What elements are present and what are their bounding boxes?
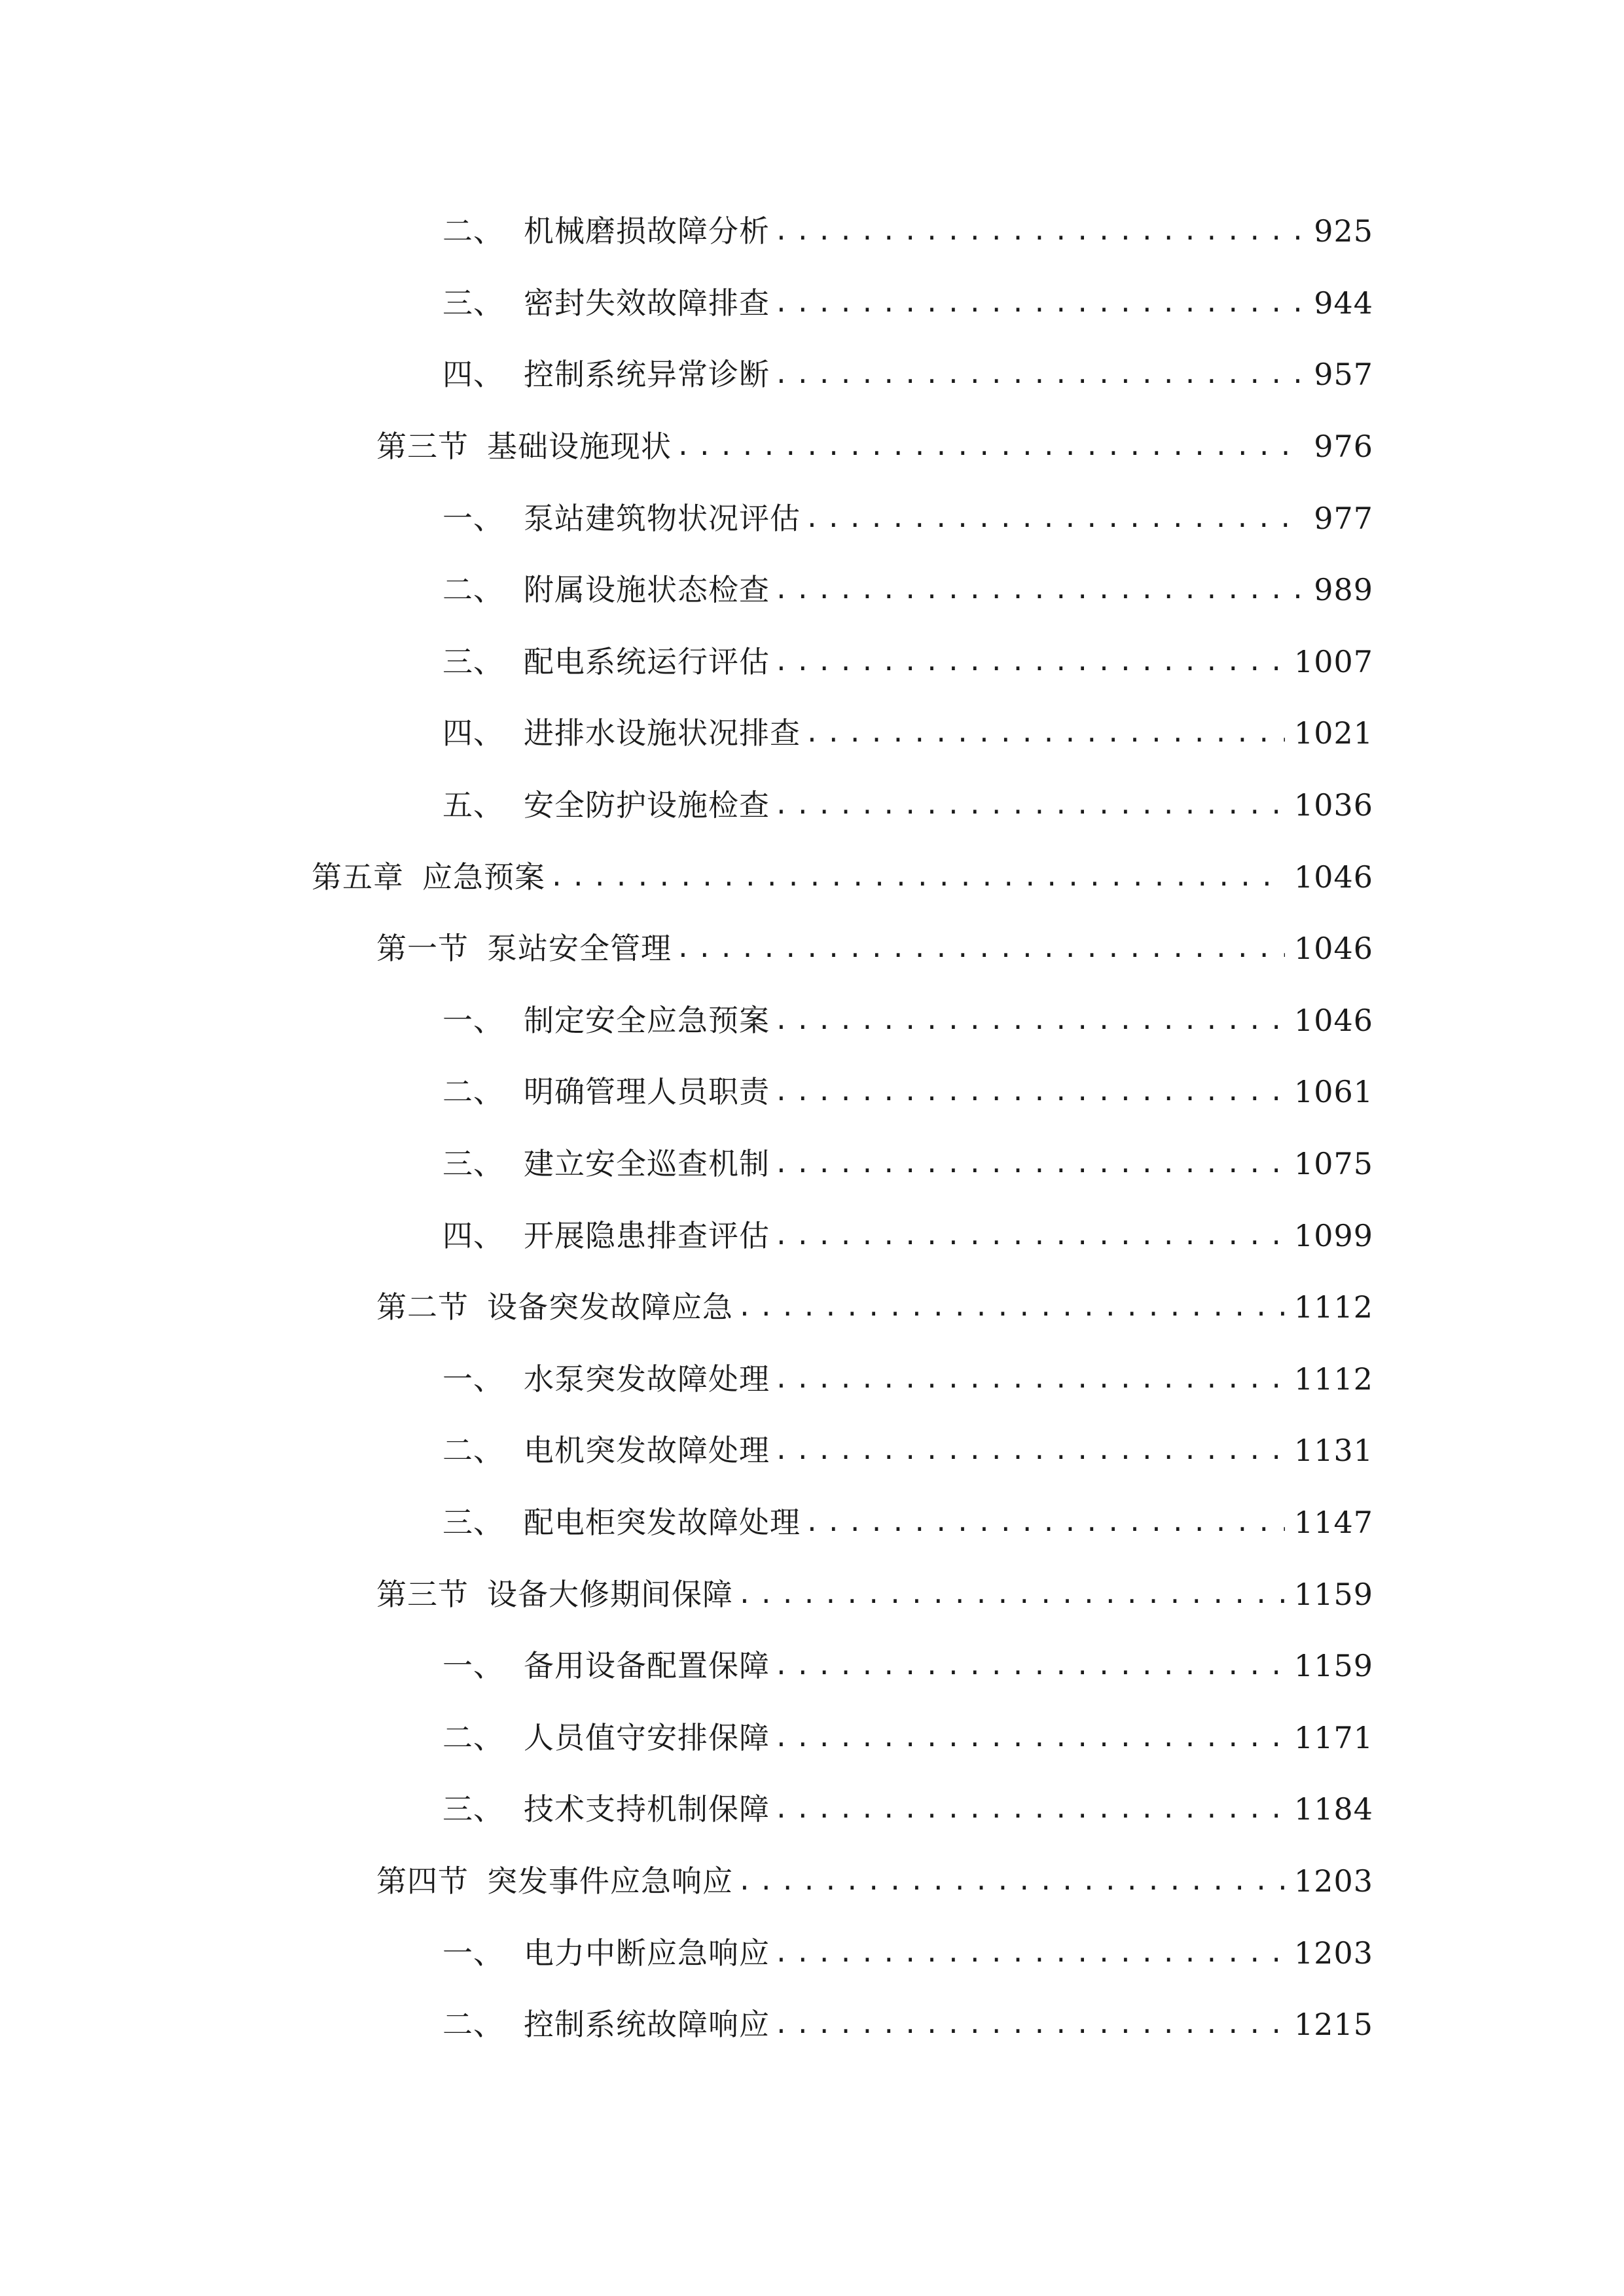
toc-entry-page: 1171 xyxy=(1293,1720,1373,1755)
toc-entry-number: 三、 xyxy=(442,1505,504,1540)
toc-entry-page: 1203 xyxy=(1293,1935,1373,1971)
toc-entry-number: 一、 xyxy=(442,501,504,536)
toc-leader-dots xyxy=(774,277,1305,329)
toc-entry-title: 基础设施现状 xyxy=(487,429,672,464)
toc-leader-dots xyxy=(549,851,1285,903)
toc-entry-title: 电机突发故障处理 xyxy=(524,1433,770,1468)
toc-leader-dots xyxy=(737,1281,1285,1333)
toc-leader-dots xyxy=(676,420,1305,473)
toc-entry-page: 1159 xyxy=(1293,1648,1373,1683)
toc-leader-dots xyxy=(774,1998,1285,2051)
toc-entry-number: 第二节 xyxy=(376,1289,469,1325)
toc-entry-number: 二、 xyxy=(442,572,504,607)
toc-entry[interactable] xyxy=(376,922,1373,975)
toc-leader-dots xyxy=(774,1712,1285,1764)
toc-entry-page: 1021 xyxy=(1293,715,1373,751)
toc-leader-dots xyxy=(774,1210,1285,1262)
toc-leader-dots xyxy=(774,1927,1285,1979)
toc-entry-page: 1099 xyxy=(1293,1218,1373,1253)
toc-entry-number: 二、 xyxy=(442,1433,504,1468)
toc-entry-title: 控制系统故障响应 xyxy=(524,2007,770,2042)
toc-entry-page: 1159 xyxy=(1293,1577,1373,1612)
toc-entry-number: 一、 xyxy=(442,1935,504,1971)
toc-entry-page: 944 xyxy=(1314,285,1373,321)
toc-entry[interactable] xyxy=(376,1855,1373,1907)
toc-entry-title: 建立安全巡查机制 xyxy=(524,1146,770,1181)
toc-entry[interactable] xyxy=(442,1353,1373,1405)
toc-entry[interactable] xyxy=(442,1998,1373,2051)
toc-leader-dots xyxy=(774,779,1285,831)
toc-entry-number: 三、 xyxy=(442,644,504,679)
toc-entry-page: 1036 xyxy=(1293,787,1373,823)
toc-entry-page: 1046 xyxy=(1293,859,1373,895)
toc-entry-number: 第五章 xyxy=(312,859,404,895)
toc-entry-title: 开展隐患排查评估 xyxy=(524,1218,770,1253)
toc-entry-number: 二、 xyxy=(442,1720,504,1755)
toc-entry[interactable] xyxy=(442,1138,1373,1190)
toc-entry[interactable] xyxy=(376,1568,1373,1621)
toc-entry-number: 四、 xyxy=(442,715,504,751)
toc-entry[interactable] xyxy=(442,1640,1373,1692)
toc-entry-title: 制定安全应急预案 xyxy=(524,1003,770,1038)
toc-leader-dots xyxy=(804,492,1305,545)
toc-entry[interactable] xyxy=(442,564,1373,616)
toc-entry-number: 五、 xyxy=(442,787,504,823)
toc-entry-title: 人员值守安排保障 xyxy=(524,1720,770,1755)
toc-leader-dots xyxy=(804,707,1285,759)
toc-entry-page: 1075 xyxy=(1293,1146,1373,1181)
toc-entry[interactable] xyxy=(442,1712,1373,1764)
toc-leader-dots xyxy=(774,1066,1285,1118)
toc-entry-title: 密封失效故障排查 xyxy=(524,285,770,321)
toc-leader-dots xyxy=(774,1783,1285,1835)
toc-entry-number: 第四节 xyxy=(376,1863,469,1899)
toc-entry[interactable] xyxy=(442,205,1373,257)
toc-entry-title: 应急预案 xyxy=(422,859,545,895)
toc-leader-dots xyxy=(774,348,1305,401)
toc-entry[interactable] xyxy=(442,779,1373,831)
toc-entry-page: 1131 xyxy=(1293,1433,1373,1468)
toc-entry-number: 二、 xyxy=(442,213,504,249)
toc-entry-page: 1147 xyxy=(1293,1505,1373,1540)
toc-entry-title: 附属设施状态检查 xyxy=(524,572,770,607)
toc-entry-number: 三、 xyxy=(442,285,504,321)
toc-entry[interactable] xyxy=(442,707,1373,759)
toc-entry-title: 明确管理人员职责 xyxy=(524,1074,770,1109)
toc-entry-number: 三、 xyxy=(442,1146,504,1181)
toc-entry-number: 第三节 xyxy=(376,1577,469,1612)
toc-entry-number: 三、 xyxy=(442,1791,504,1827)
toc-leader-dots xyxy=(774,1640,1285,1692)
toc-entry-page: 1112 xyxy=(1293,1361,1373,1397)
toc-entry[interactable] xyxy=(442,1424,1373,1477)
toc-entry-page: 977 xyxy=(1314,501,1373,536)
toc-entry-title: 设备突发故障应急 xyxy=(487,1289,733,1325)
toc-leader-dots xyxy=(774,1353,1285,1405)
toc-entry-page: 1007 xyxy=(1293,644,1373,679)
toc-entry-page: 1061 xyxy=(1293,1074,1373,1109)
toc-entry[interactable] xyxy=(376,420,1373,473)
toc-entry-number: 四、 xyxy=(442,357,504,392)
toc-entry-number: 第一节 xyxy=(376,931,469,966)
toc-entry[interactable] xyxy=(442,348,1373,401)
toc-entry-number: 一、 xyxy=(442,1648,504,1683)
toc-entry-title: 安全防护设施检查 xyxy=(524,787,770,823)
toc-entry-number: 第三节 xyxy=(376,429,469,464)
toc-entry[interactable] xyxy=(442,1066,1373,1118)
toc-entry-title: 机械磨损故障分析 xyxy=(524,213,770,249)
toc-entry-number: 一、 xyxy=(442,1361,504,1397)
toc-entry[interactable] xyxy=(442,1783,1373,1835)
toc-entry[interactable] xyxy=(442,994,1373,1047)
toc-entry-title: 泵站建筑物状况评估 xyxy=(524,501,801,536)
toc-leader-dots xyxy=(804,1496,1285,1549)
toc-leader-dots xyxy=(737,1855,1285,1907)
toc-entry-title: 进排水设施状况排查 xyxy=(524,715,801,751)
toc-entry[interactable] xyxy=(442,636,1373,688)
toc-entry[interactable] xyxy=(442,1496,1373,1549)
toc-entry-page: 989 xyxy=(1314,572,1373,607)
toc-entry-page: 1203 xyxy=(1293,1863,1373,1899)
toc-entry-title: 电力中断应急响应 xyxy=(524,1935,770,1971)
toc-leader-dots xyxy=(737,1568,1285,1621)
toc-entry[interactable] xyxy=(312,851,1373,903)
toc-entry-page: 1184 xyxy=(1293,1791,1373,1827)
toc-entry-title: 备用设备配置保障 xyxy=(524,1648,770,1683)
toc-leader-dots xyxy=(774,994,1285,1047)
toc-leader-dots xyxy=(774,564,1305,616)
toc-entry-page: 1046 xyxy=(1293,931,1373,966)
toc-entry-title: 突发事件应急响应 xyxy=(487,1863,733,1899)
toc-entry-title: 水泵突发故障处理 xyxy=(524,1361,770,1397)
toc-entry-page: 925 xyxy=(1314,213,1373,249)
toc-entry-page: 1046 xyxy=(1293,1003,1373,1038)
toc-entry-title: 配电柜突发故障处理 xyxy=(524,1505,801,1540)
toc-entry[interactable] xyxy=(442,1210,1373,1262)
toc-entry-number: 四、 xyxy=(442,1218,504,1253)
toc-entry-number: 一、 xyxy=(442,1003,504,1038)
toc-entry[interactable] xyxy=(442,492,1373,545)
toc-entry[interactable] xyxy=(376,1281,1373,1333)
toc-entry-number: 二、 xyxy=(442,1074,504,1109)
toc-entry-title: 配电系统运行评估 xyxy=(524,644,770,679)
toc-leader-dots xyxy=(774,1424,1285,1477)
toc-entry-title: 设备大修期间保障 xyxy=(487,1577,733,1612)
toc-entry-number: 二、 xyxy=(442,2007,504,2042)
toc-entry-title: 控制系统异常诊断 xyxy=(524,357,770,392)
toc-leader-dots xyxy=(676,922,1285,975)
toc-leader-dots xyxy=(774,636,1285,688)
toc-entry-title: 技术支持机制保障 xyxy=(524,1791,770,1827)
toc-entry-page: 1112 xyxy=(1293,1289,1373,1325)
toc-leader-dots xyxy=(774,1138,1285,1190)
toc-entry-page: 1215 xyxy=(1293,2007,1373,2042)
toc-entry[interactable] xyxy=(442,1927,1373,1979)
toc-leader-dots xyxy=(774,205,1305,257)
toc-entry-title: 泵站安全管理 xyxy=(487,931,672,966)
toc-entry-page: 976 xyxy=(1314,429,1373,464)
toc-entry[interactable] xyxy=(442,277,1373,329)
toc-entry-page: 957 xyxy=(1314,357,1373,392)
